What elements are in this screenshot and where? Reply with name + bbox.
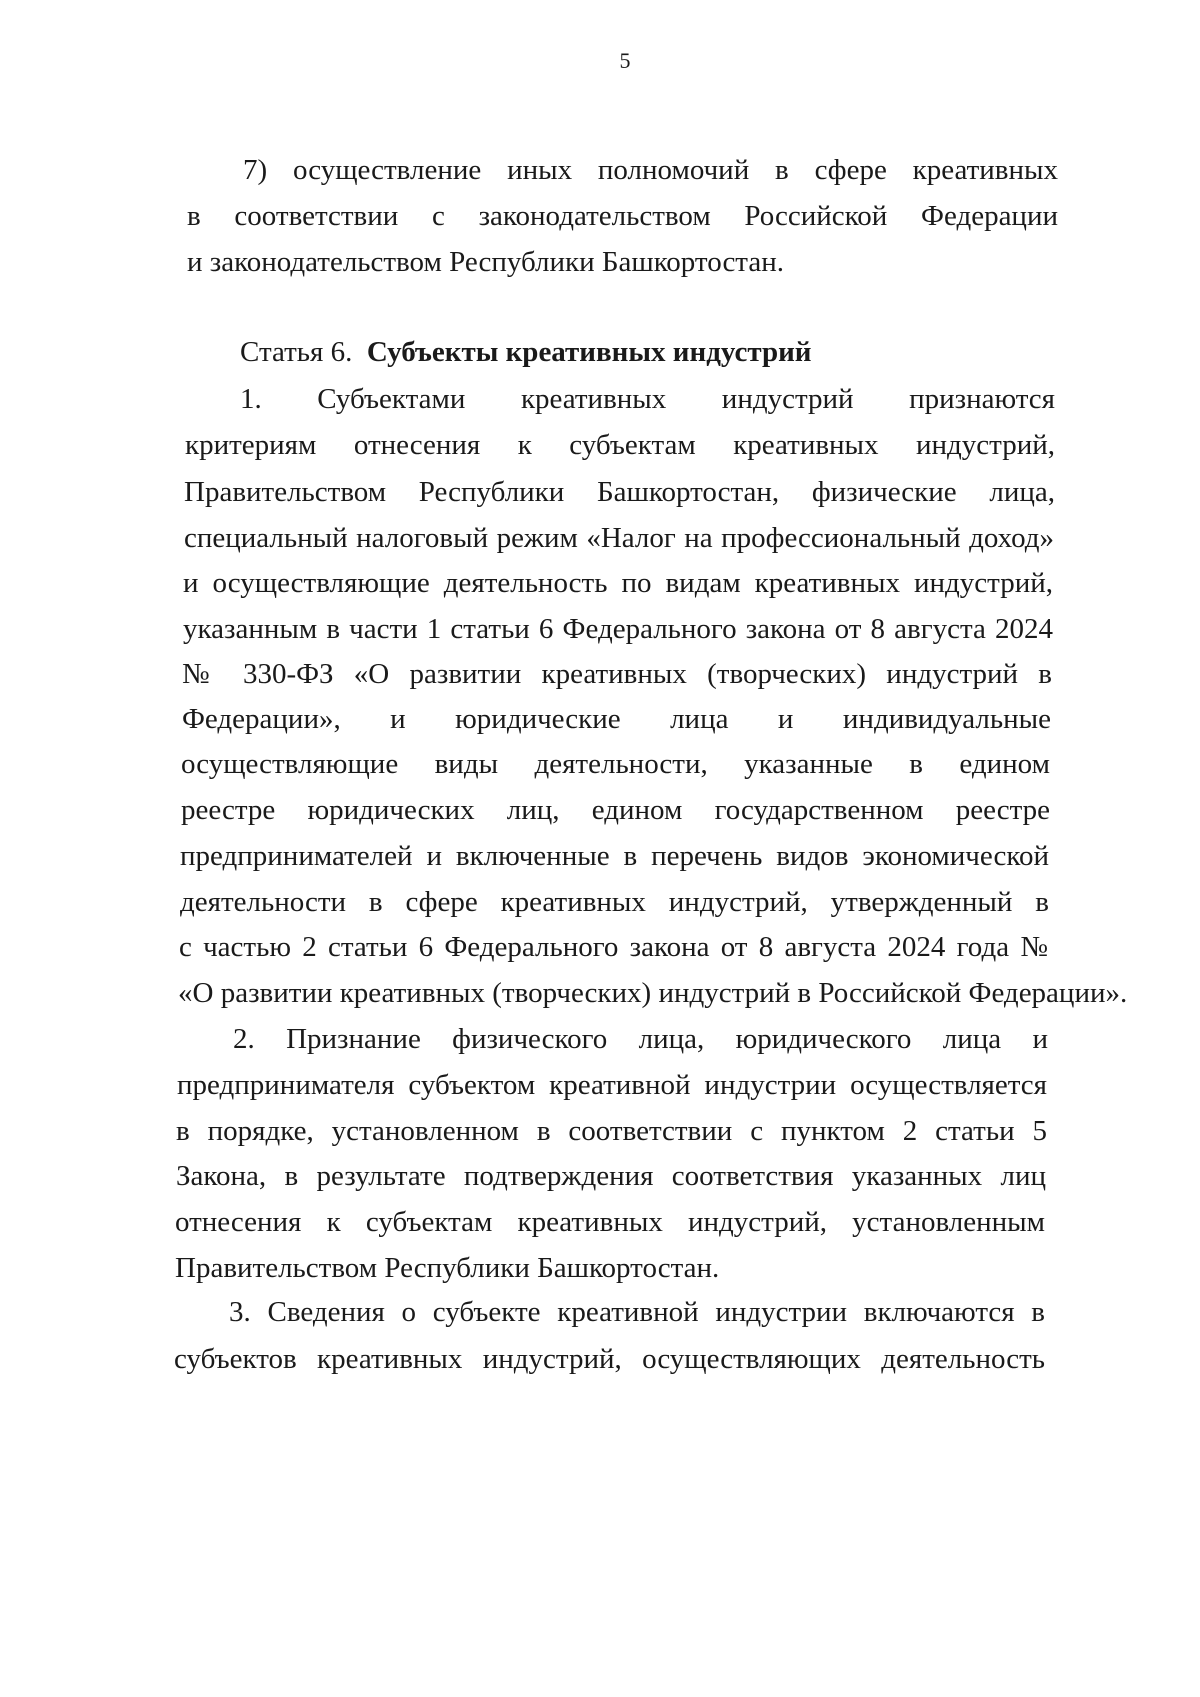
part-3-line-1: 3. Сведения о субъекте креативной индустрии включаются в — [229, 1296, 1045, 1328]
part-1-line-14: «О развитии креативных (творческих) индустрий в Российской Федерации». — [178, 977, 1128, 1009]
article-title: Субъекты креативных индустрий — [366, 336, 812, 368]
part-2-line-6: Правительством Республики Башкортостан. — [175, 1252, 720, 1284]
part-1-line-6: указанным в части 1 статьи 6 Федерального закона от 8 августа 2024 — [183, 613, 1053, 645]
part-1-line-5: и осуществляющие деятельность по видам креативных индустрий, — [183, 567, 1053, 599]
part-2-line-4: Закона, в результате подтверждения соответствия указанных лиц — [176, 1160, 1046, 1192]
paragraph-7-line-1: 7) осуществление иных полномочий в сфере креативных — [243, 154, 1058, 186]
part-1-line-3: Правительством Республики Башкортостан, физические лица, — [184, 476, 1055, 508]
part-1-line-13: с частью 2 статьи 6 Федерального закона от 8 августа 2024 года № — [179, 931, 1048, 963]
part-2-line-2: предпринимателя субъектом креативной индустрии осуществляется — [177, 1069, 1047, 1101]
part-2-line-3: в порядке, установленном в соответствии с пунктом 2 статьи 5 — [176, 1115, 1047, 1147]
part-3-line-2: субъектов креативных индустрий, осуществляющих деятельность — [174, 1343, 1045, 1375]
part-1-line-2: критериям отнесения к субъектам креативных индустрий, — [185, 429, 1055, 461]
part-1-line-10: реестре юридических лиц, едином государственном реестре — [181, 794, 1050, 826]
part-1-line-12: деятельности в сфере креативных индустрий, утвержденный в — [180, 886, 1049, 918]
part-1-line-7: № 330-ФЗ «О развитии креативных (творческих) индустрий в — [182, 658, 1052, 690]
article-heading — [240, 334, 812, 370]
part-1-line-4: специальный налоговый режим «Налог на профессиональный доход» — [184, 522, 1054, 554]
part-1-line-11: предпринимателей и включенные в перечень видов экономической — [180, 840, 1049, 872]
part-2-line-5: отнесения к субъектам креативных индустрий, установленным — [175, 1206, 1045, 1238]
part-1-line-1: 1. Субъектами креативных индустрий признаются — [240, 383, 1055, 415]
paragraph-7-line-2: в соответствии с законодательством Российской Федерации — [187, 200, 1058, 232]
part-1-line-9: осуществляющие виды деятельности, указанные в едином — [181, 748, 1050, 780]
part-1-line-8: Федерации», и юридические лица и индивидуальные — [182, 703, 1051, 735]
part-2-line-1: 2. Признание физического лица, юридического лица и — [233, 1023, 1048, 1055]
paragraph-7-line-3: и законодательством Республики Башкортостан. — [187, 246, 784, 278]
page-number: 5 — [619, 48, 631, 73]
article-label: Статья 6. — [240, 336, 353, 368]
